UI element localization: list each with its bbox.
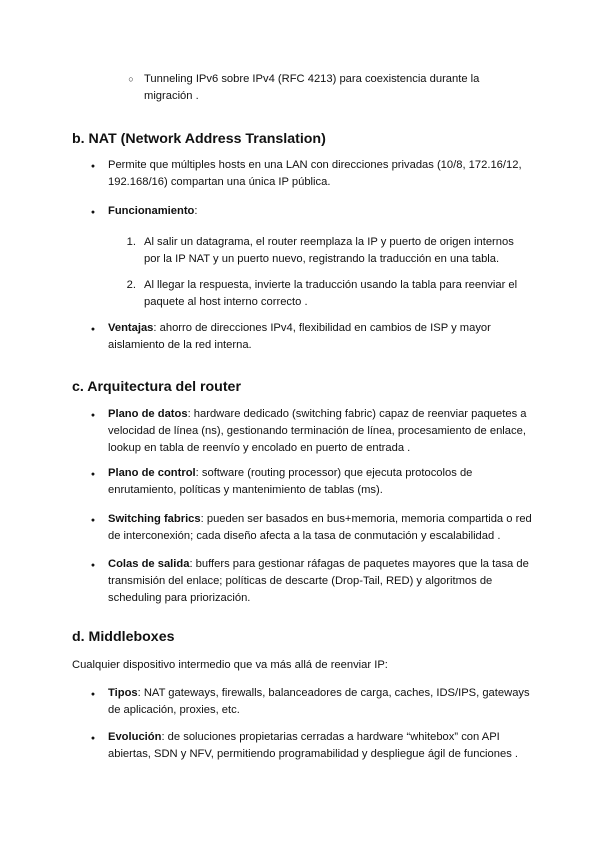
list-item [108, 406, 540, 457]
item-label: Funcionamiento [108, 205, 195, 217]
list-item [108, 685, 540, 719]
list-item [108, 556, 540, 607]
bullet-icon [88, 406, 98, 424]
bullet-icon [88, 511, 98, 529]
item-text: : hardware dedicado (switching fabric) capaz de reenviar paquetes a velocidad de línea (ns), gestionando terminación de línea, procesamiento de enlace, lookup en tabla de reenvío y encolado en puerto de entrada . [108, 408, 527, 454]
item-text: : ahorro de direcciones IPv4, flexibilidad en cambios de ISP y mayor aislamiento de la red interna. [108, 322, 491, 351]
list-item: Permite que múltiples hosts en una LAN con direcciones privadas (10/8, 172.16/12, 192.168/16) compartan una única IP pública. [108, 159, 522, 188]
item-label: Plano de control [108, 467, 196, 479]
bullet-icon [88, 465, 98, 483]
bullet-icon [88, 685, 98, 703]
list-item [108, 203, 538, 220]
list-item [108, 320, 528, 354]
item-text: : NAT gateways, firewalls, balanceadores de carga, caches, IDS/IPS, gateways de aplicación, proxies, etc. [108, 687, 530, 716]
numbered-item: Al llegar la respuesta, invierte la traducción usando la tabla para reenviar el paquete al host interno correcto . [144, 279, 518, 308]
bullet-icon [88, 157, 98, 175]
item-label: Switching fabrics [108, 513, 201, 525]
item-text: : software (routing processor) que ejecuta protocolos de enrutamiento, políticas y mantenimiento de tablas (ms). [108, 467, 473, 496]
item-label: Ventajas [108, 322, 154, 334]
paragraph: Cualquier dispositivo intermedio que va más allá de reenviar IP: [72, 659, 388, 671]
bullet-icon [88, 556, 98, 574]
hollow-bullet-icon [126, 71, 136, 88]
list-item: Tunneling IPv6 sobre IPv4 (RFC 4213) para coexistencia durante la migración . [144, 73, 480, 102]
bullet-icon [88, 203, 98, 221]
item-text: : pueden ser basados en bus+memoria, memoria compartida o red de interconexión; cada diseño afecta a la tasa de conmutación y escalabilidad . [108, 513, 532, 542]
numbered-item: Al salir un datagrama, el router reemplaza la IP y puerto de origen internos por la IP NAT y un puerto nuevo, registrando la traducción en una tabla. [144, 236, 514, 265]
item-label: Tipos [108, 687, 138, 699]
section-heading-nat: b. NAT (Network Address Translation) [72, 131, 326, 147]
list-number: 1. [126, 236, 136, 248]
list-item [108, 729, 528, 763]
item-label: Colas de salida [108, 558, 190, 570]
section-heading-router-architecture: c. Arquitectura del router [72, 379, 241, 395]
section-heading-middleboxes: d. Middleboxes [72, 629, 175, 645]
item-label: Plano de datos [108, 408, 188, 420]
bullet-icon [88, 729, 98, 747]
list-item [108, 511, 540, 545]
item-text: : [194, 205, 198, 217]
item-text: : buffers para gestionar ráfagas de paquetes mayores que la tasa de transmisión del enlace; políticas de descarte (Drop-Tail, RED) y algoritmos de scheduling para priorización. [108, 558, 529, 604]
bullet-icon [88, 320, 98, 338]
item-label: Evolución [108, 731, 162, 743]
list-item [108, 465, 528, 499]
item-text: : de soluciones propietarias cerradas a hardware “whitebox” con API abiertas, SDN y NFV, permitiendo programabilidad y despliegue ágil de funciones . [108, 731, 519, 760]
list-number: 2. [126, 279, 136, 291]
